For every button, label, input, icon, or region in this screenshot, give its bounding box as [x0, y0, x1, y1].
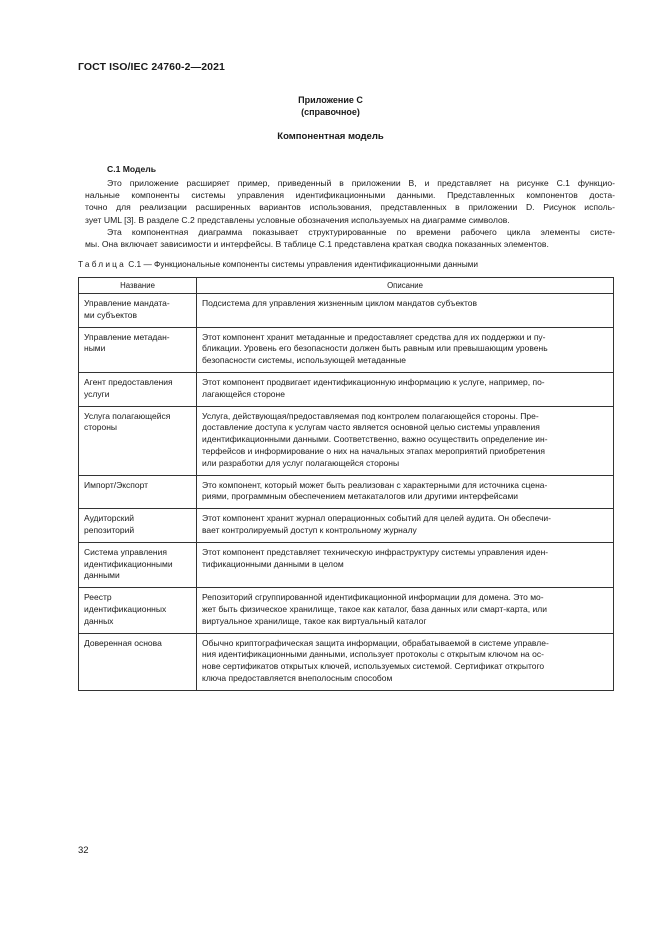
component-description-cell: [197, 406, 614, 475]
table-row: [79, 372, 614, 406]
table-body: [79, 294, 614, 691]
component-description-line: Этот компонент хранит метаданные и предоставляет средства для их поддержки и пу-: [202, 331, 546, 342]
component-description-line: или разработки для услуг полагающейся стороны: [202, 457, 400, 468]
component-description-cell: [197, 327, 614, 372]
component-description-line: идентификационными данными. Соответственно, важно осуществить определение ин-: [202, 434, 548, 445]
paragraph-line: нальные компоненты системы управления идентификационными данными. Представленных компонентов доста-: [85, 190, 615, 201]
component-description-line: Этот компонент продвигает идентификационную информацию к услуге, например, по-: [202, 376, 545, 387]
component-name-cell: [79, 406, 197, 475]
component-description-line: Репозиторий сгруппированной идентификационной информации для домена. Это мо-: [202, 592, 544, 603]
paragraph-line: зует UML [3]. В разделе С.2 представлены условные обозначения используемых на диаграмме символов.: [85, 214, 510, 225]
component-name-line: данными: [84, 570, 120, 581]
component-description-line: Этот компонент представляет техническую инфраструктуру системы управления иден-: [202, 546, 549, 557]
component-name-line: идентификационных: [84, 603, 167, 614]
component-name-line: услуги: [84, 388, 110, 399]
component-description-line: Услуга, действующая/предоставляемая под контролем полагающейся стороны. Пре-: [202, 410, 539, 421]
table-row: [79, 327, 614, 372]
document-id: ГОСТ ISO/IEC 24760-2—2021: [78, 61, 225, 73]
component-description-line: Этот компонент хранит журнал операционных событий для целей аудита. Он обеспечи-: [202, 513, 552, 524]
component-description-line: ния идентификационными данными, использует протоколы с открытым ключом на ос-: [202, 649, 544, 660]
table-row: [79, 542, 614, 587]
paragraph-2: [85, 226, 615, 250]
component-description-cell: [197, 475, 614, 509]
component-name-line: Управление метадан-: [84, 331, 170, 342]
component-description-cell: [197, 588, 614, 633]
component-name-line: Агент предоставления: [84, 376, 173, 387]
component-description-line: безопасности системы, использующей метаданные: [202, 355, 406, 366]
table-caption-text: С.1 — Функциональные компоненты системы управления идентификационными данными: [125, 259, 479, 269]
paragraph-line: точно для реализации расширенных вариантов использования, представленных в приложении D. Рисунок исполь-: [85, 202, 615, 213]
component-name-cell: [79, 588, 197, 633]
component-name-line: репозиторий: [84, 524, 135, 535]
table-caption-prefix: Таблица: [78, 259, 126, 269]
component-name-cell: [79, 509, 197, 543]
paragraph-line: Эта компонентная диаграмма показывает структурированные по времени рабочего цикла элементы систе-: [107, 227, 615, 237]
section-title: Компонентная модель: [277, 131, 384, 142]
component-name-line: Доверенная основа: [84, 637, 162, 648]
component-description-cell: [197, 294, 614, 328]
component-name-line: Аудиторский: [84, 513, 134, 524]
table-row: [79, 633, 614, 690]
paragraph-1: [85, 177, 615, 226]
component-description-line: лагающейся стороне: [202, 388, 285, 399]
paragraph-line: Это приложение расширяет пример, приведенный в приложении В, и представляет на рисунке С.1 функцио-: [107, 178, 615, 188]
component-name-cell: [79, 327, 197, 372]
table-header-row: [79, 278, 614, 294]
component-description-line: виртуальное хранилище, такое как виртуальный каталог: [202, 615, 427, 626]
page-number: 32: [78, 845, 89, 856]
column-header-description: Описание: [197, 278, 614, 294]
component-description-cell: [197, 542, 614, 587]
component-description-cell: [197, 509, 614, 543]
component-description-line: жет быть физическое хранилище, такое как каталог, база данных или смарт-карта, или: [202, 603, 547, 614]
component-description-line: Подсистема для управления жизненным циклом мандатов субъектов: [202, 298, 478, 308]
subsection-heading: С.1 Модель: [107, 164, 157, 174]
component-description-line: тификационными данными в целом: [202, 558, 344, 569]
component-name-line: ми субъектов: [84, 309, 138, 320]
component-description-line: Обычно криптографическая защита информации, обрабатываемой в системе управле-: [202, 637, 549, 648]
component-name-line: Реестр: [84, 592, 112, 603]
component-name-line: Услуга полагающейся: [84, 410, 171, 421]
annex-subtitle: (справочное): [301, 107, 360, 117]
component-name-cell: [79, 542, 197, 587]
component-name-cell: [79, 372, 197, 406]
table-caption: [78, 259, 478, 269]
component-description-line: бликации. Уровень его безопасности должен быть равным или превышающим уровень: [202, 343, 548, 354]
components-table: [78, 277, 614, 691]
component-name-line: Система управления: [84, 546, 167, 557]
component-name-line: стороны: [84, 422, 118, 433]
column-header-name: Название: [79, 278, 197, 294]
component-name-line: данных: [84, 615, 114, 626]
component-description-line: Это компонент, который может быть реализован с характерными для источника сцена-: [202, 479, 548, 490]
component-name-cell: [79, 294, 197, 328]
component-description-line: доставление доступа к услугам часто является основной целью системы управления: [202, 422, 540, 433]
component-name-line: ными: [84, 343, 106, 354]
table-row: [79, 406, 614, 475]
component-description-cell: [197, 372, 614, 406]
component-description-line: терфейсов и информирование о них на начальных этапах мероприятий приобретения: [202, 445, 546, 456]
component-description-line: вает контролируемый доступ к контрольному журналу: [202, 524, 417, 535]
annex-title: Приложение С: [298, 95, 363, 105]
component-description-line: нове сертификатов открытых ключей, используемых системой. Сертификат открытого: [202, 661, 545, 672]
component-description-line: ключа предоставляется внеполосным способом: [202, 672, 393, 683]
component-name-line: Импорт/Экспорт: [84, 479, 149, 490]
table-row: [79, 475, 614, 509]
table-row: [79, 588, 614, 633]
component-description-line: риями, программным обеспечением метакаталогов или другими интерфейсами: [202, 491, 519, 502]
component-name-line: Управление мандата-: [84, 298, 170, 308]
component-name-cell: [79, 475, 197, 509]
component-description-cell: [197, 633, 614, 690]
paragraph-line: мы. Она включает зависимости и интерфейсы. В таблице С.1 представлена краткая сводка показанных элементов.: [85, 239, 549, 250]
component-name-cell: [79, 633, 197, 690]
component-name-line: идентификационными: [84, 558, 173, 569]
annex-heading: [0, 94, 661, 118]
table-row: [79, 294, 614, 328]
table-row: [79, 509, 614, 543]
